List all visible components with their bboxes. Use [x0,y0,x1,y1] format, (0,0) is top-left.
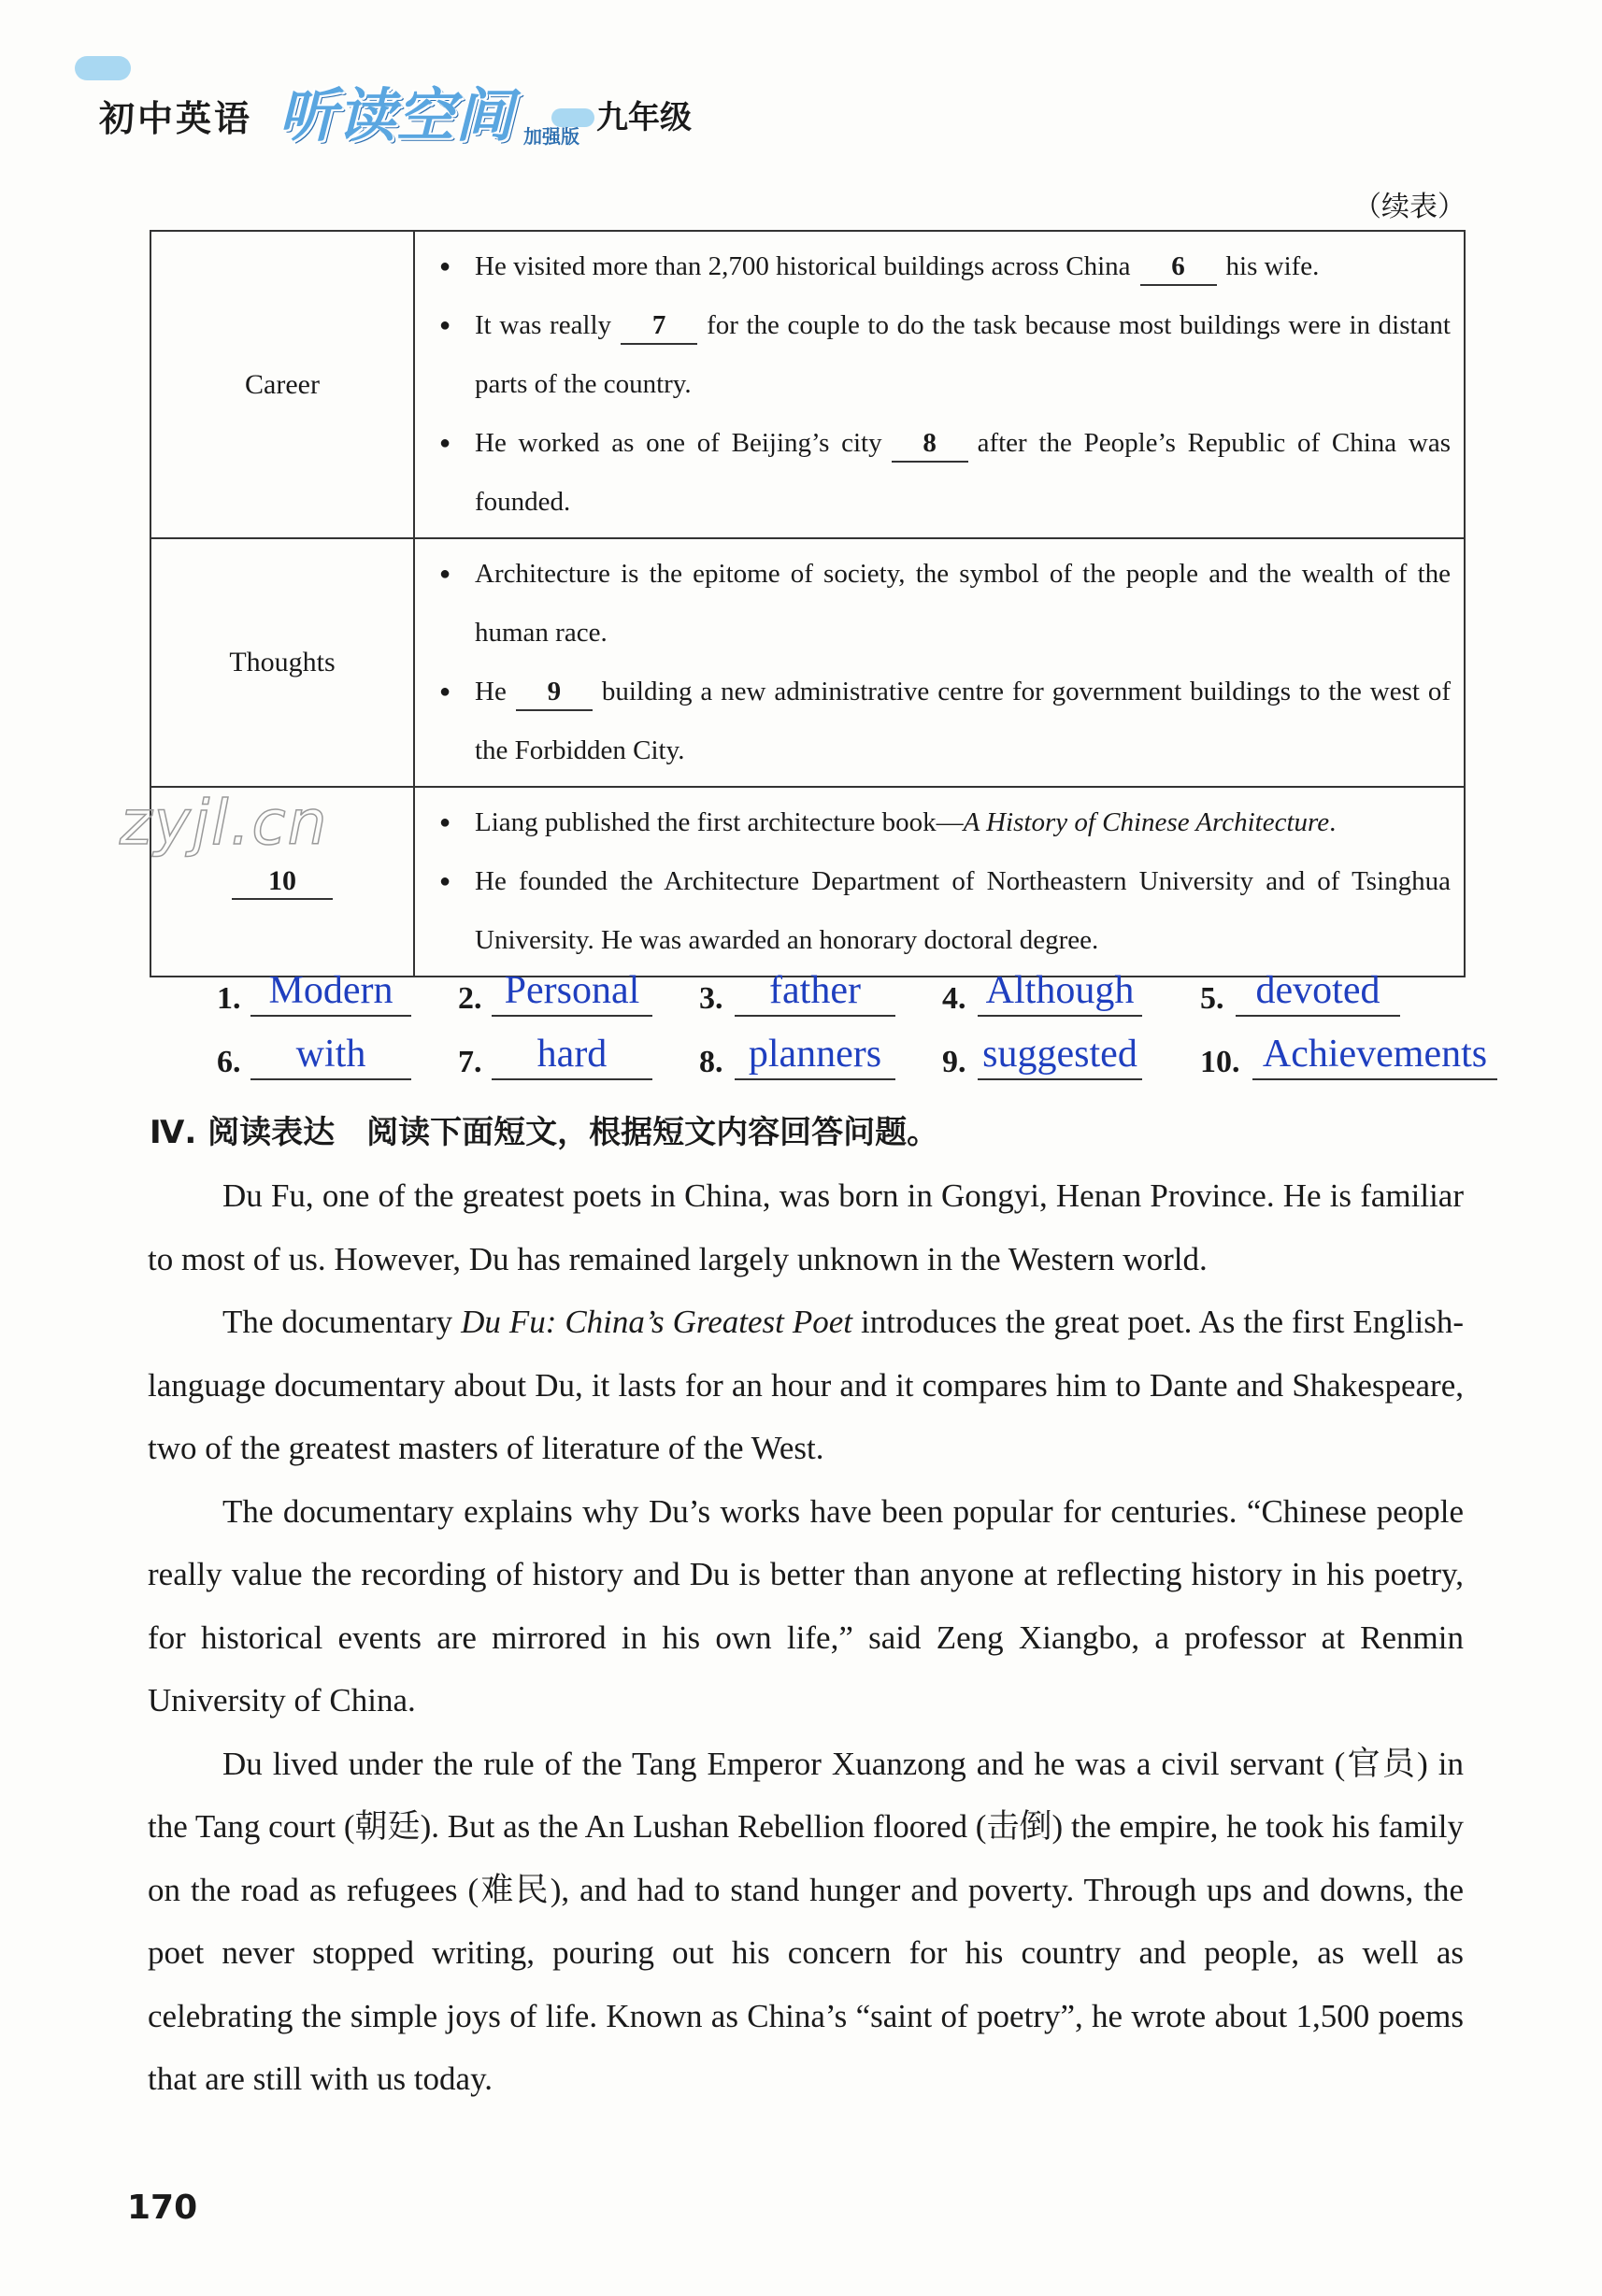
answer-value: devoted [1236,966,1400,1017]
blank-7: 7 [621,307,697,345]
list-item: ● He founded the Architecture Department of Northeastern University and of Tsinghua University. He was awarded an honorary doctoral degree. [439,852,1451,970]
book-header [75,56,729,159]
site-watermark: zyjl.cn [120,787,329,859]
blank-8: 8 [892,425,968,463]
answer-value: Personal [492,966,652,1017]
cloud-decoration-icon [75,56,131,80]
answer-item: 5. devoted [1200,959,1424,1022]
answer-row [217,1022,1507,1086]
answer-value: suggested [978,1030,1142,1080]
answer-value: Modern [250,966,411,1017]
list-item: ● Architecture is the epitome of society, the symbol of the people and the wealth of the human race. [439,545,1451,663]
section-heading: Ⅳ. 阅读表达 阅读下面短文，根据短文内容回答问题。 [150,1114,939,1151]
answer-value: father [735,966,895,1017]
answer-value: with [250,1030,411,1080]
paragraph: Du lived under the rule of the Tang Emperor Xuanzong and he was a civil servant (官员) in the Tang court (朝廷). But as the An Lushan Rebellion floored (击倒) the empire, he took his family on the road as refugees (难民), and had to stand hunger and poverty. Through ups and downs, the poet never stopped writing, pouring out his concern for his country and people, as well as celebrating the simple joys of life. Known as China’s “saint of poetry”, he wrote about 1,500 poems that are still with us today. [148,1745,1464,2097]
row-content [414,538,1465,787]
answer-value: hard [492,1030,652,1080]
answer-row [217,959,1507,1022]
paragraph: The documentary explains why Du’s works have been popular for centuries. “Chinese people really value the recording of history and Du is better than anyone at reflecting history in his poetry, for historical events are mirrored in his own life,” said Zeng Xiangbo, a professor at Renmin University of China. [148,1492,1464,1718]
answer-item: 1. Modern [217,959,432,1022]
answer-item: 6. with [217,1022,432,1086]
answer-item: 2. Personal [458,959,673,1022]
answer-item: 4. Although [942,959,1166,1022]
table-row-career [150,231,1465,538]
page-number: 170 [127,2189,198,2227]
blank-9: 9 [516,674,593,711]
list-item: ● It was really 7 for the couple to do the task because most buildings were in distant parts of the country. [439,296,1451,414]
header-grade: 九年级 [596,99,692,136]
header-brand-logo: 听读空间 [279,81,515,150]
row-label: Career [150,231,414,538]
answer-item: 10. Achievements [1200,1022,1537,1086]
list-item: ● He 9 building a new administrative centre for government buildings to the west of the Forbidden City. [439,663,1451,780]
blank-6: 6 [1140,249,1217,286]
answer-item: 7. hard [458,1022,673,1086]
answer-value: Achievements [1252,1030,1497,1080]
row-content [414,231,1465,538]
list-item: ● He visited more than 2,700 historical buildings across China 6 his wife. [439,237,1451,296]
answer-key [217,959,1507,1086]
header-subject: 初中英语 [99,98,253,139]
answer-value: planners [735,1030,895,1080]
paragraph: The documentary Du Fu: China’s Greatest Poet introduces the great poet. As the first English-language documentary about Du, it lasts for an hour and it compares him to Dante and Shakespeare, two of the greatest masters of literature of the West. [148,1304,1465,1466]
header-edition: 加强版 [523,125,579,148]
row-content [414,787,1465,977]
list-item: ● Liang published the first architecture book—A History of Chinese Architecture. [439,793,1451,852]
table-row-thoughts [150,538,1465,787]
answer-item: 8. planners [699,1022,914,1086]
row-label: Thoughts [150,538,414,787]
info-table [150,230,1466,977]
answer-item: 3. father [699,959,914,1022]
paragraph: Du Fu, one of the greatest poets in China, was born in Gongyi, Henan Province. He is familiar to most of us. However, Du has remained largely unknown in the Western world. [148,1177,1464,1277]
answer-item: 9. suggested [942,1022,1166,1086]
list-item: ● He worked as one of Beijing’s city 8 after the People’s Republic of China was founded. [439,414,1451,532]
continued-label: （续表） [1353,191,1466,223]
blank-10: 10 [232,864,333,900]
reading-passage [148,1164,1464,2111]
answer-value: Although [978,966,1142,1017]
table-row-achievements [150,787,1465,977]
